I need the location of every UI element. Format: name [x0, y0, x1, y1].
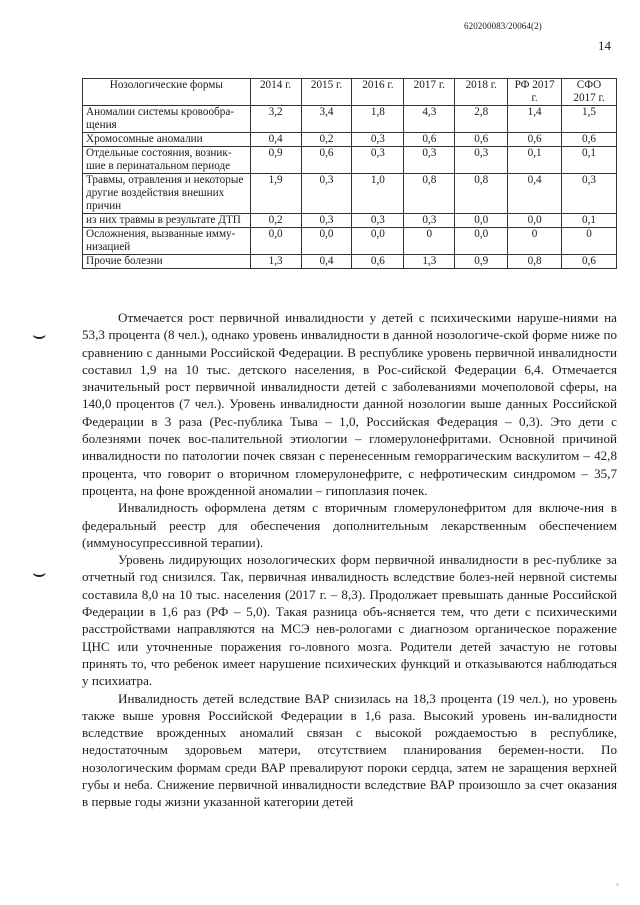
table-cell: 0,0 — [352, 228, 404, 255]
table-cell-form: Прочие болезни — [83, 255, 251, 269]
margin-check-mark: ⌣ — [32, 322, 47, 347]
table-header-cell: 2014 г. — [250, 79, 301, 106]
table-header-cell: Нозологические формы — [83, 79, 251, 106]
table-cell: 1,5 — [562, 106, 617, 133]
table-cell: 0,4 — [301, 255, 352, 269]
table-cell: 0,1 — [508, 147, 562, 174]
table-cell: 0,3 — [404, 147, 455, 174]
table-cell: 0,0 — [455, 214, 508, 228]
table-cell: 0,0 — [250, 228, 301, 255]
table-header-cell: 2017 г. — [404, 79, 455, 106]
table-cell: 0,0 — [508, 214, 562, 228]
table-cell: 0,6 — [352, 255, 404, 269]
table-cell: 0,6 — [562, 133, 617, 147]
table-cell: 0,1 — [562, 147, 617, 174]
paragraph: Инвалидность оформлена детям с вторичным гломерулонефритом для включе-ния в федеральный реестр для обеспечения дополнительным лекарственным обеспечением (иммуносупрессивной терапии). — [82, 500, 617, 550]
table-cell: 0,0 — [455, 228, 508, 255]
table-header-row — [83, 79, 617, 106]
table-cell-form: Аномалии системы кровообра-щения — [83, 106, 251, 133]
table-cell: 0,3 — [455, 147, 508, 174]
table-cell: 0 — [404, 228, 455, 255]
table-cell-form: Отдельные состояния, возник-шие в перинатальном периоде — [83, 147, 251, 174]
table-cell: 0,3 — [301, 214, 352, 228]
table-cell-form: Травмы, отравления и некоторые другие воздействия внешних причин — [83, 174, 251, 214]
table-cell: 0,1 — [562, 214, 617, 228]
page-number: 14 — [598, 38, 611, 53]
table-row — [83, 147, 617, 174]
paragraph: Инвалидность детей вследствие ВАР снизилась на 18,3 процента (19 чел.), но уровень также выше уровня Российской Федерации в 1,6 раза. Высокий уровень ин-валидности вследствие врожденных аномалий связан с высокой рождаемостью в республике, недостаточным здоровьем матери, отсутствием планирования беремен-ности. По нозологическим формам среди ВАР превалируют пороки сердца, затем не заращения верхней губы и неба. Снижение первичной инвалидности вследствие ВАР произошло за счет оказания в первые годы жизни указанной категории детей — [82, 690, 617, 810]
table-cell: 0,8 — [404, 174, 455, 214]
table-cell: 1,4 — [508, 106, 562, 133]
table-cell: 0,6 — [455, 133, 508, 147]
table-cell: 0,6 — [301, 147, 352, 174]
table-cell: 0,2 — [301, 133, 352, 147]
table-cell: 1,3 — [404, 255, 455, 269]
table-cell-form: из них травмы в результате ДТП — [83, 214, 251, 228]
table-cell: 0,3 — [404, 214, 455, 228]
margin-check-mark: ⌣ — [32, 560, 47, 585]
table-cell-form: Хромосомные аномалии — [83, 133, 251, 147]
body-text — [82, 309, 617, 811]
table-cell: 1,8 — [352, 106, 404, 133]
table-cell: 0,6 — [404, 133, 455, 147]
table-cell: 0,6 — [562, 255, 617, 269]
table-cell: 0,3 — [352, 147, 404, 174]
table-cell: 0,3 — [352, 214, 404, 228]
document-number: 620200083/20064(2) — [464, 21, 542, 31]
table-cell: 0,4 — [508, 174, 562, 214]
table-header-cell: 2016 г. — [352, 79, 404, 106]
table-row — [83, 133, 617, 147]
corner-mark: ◦ — [616, 880, 619, 889]
table-header-cell: СФО 2017 г. — [562, 79, 617, 106]
table-header-cell: РФ 2017 г. — [508, 79, 562, 106]
table-cell: 4,3 — [404, 106, 455, 133]
table-cell: 3,2 — [250, 106, 301, 133]
table-row — [83, 106, 617, 133]
table-cell: 1,0 — [352, 174, 404, 214]
table-cell: 0,8 — [455, 174, 508, 214]
table-header-cell: 2015 г. — [301, 79, 352, 106]
table-cell: 0,3 — [562, 174, 617, 214]
table-cell: 1,9 — [250, 174, 301, 214]
disability-table — [82, 78, 617, 269]
paragraph: Отмечается рост первичной инвалидности у детей с психическими наруше-ниями на 53,3 процента (8 чел.), однако уровень инвалидности в данной нозологиче-ской форме ниже по сравнению с данными Российской Федерации. В республике уровень первичной инвалидности составил 1,9 на 10 тыс. детского населения, в Рос-сийской Федерации 6,4. Отмечается значительный рост первичной инвалидности детей с заболеваниями мочеполовой сферы, на 140,0 процентов (7 чел.). Уровень инвалидности данной нозологии выше данных Российской Федерации в 3 раза (Рес-публика Тыва – 1,0, Российская Федерация – 0,3). Это дети с болезнями почек вос-палительной этиологии – гломерулонефритами. Основной причиной инвалидности по патологии почек связан с перенесенным геморрагическим васкулитом – 42,8 процента, что говорит о вторичном гломерулонефрите, с нефротическим синдромом – 35,7 процента, на фоне врожденной аномалии – гипоплазия почек. — [82, 310, 617, 498]
table-cell: 0,8 — [508, 255, 562, 269]
table-cell: 1,3 — [250, 255, 301, 269]
table-row — [83, 214, 617, 228]
table-cell: 0,9 — [455, 255, 508, 269]
table-cell: 0,0 — [301, 228, 352, 255]
table-row — [83, 228, 617, 255]
table-cell: 0,9 — [250, 147, 301, 174]
table-cell: 2,8 — [455, 106, 508, 133]
table-header-cell: 2018 г. — [455, 79, 508, 106]
table-cell: 0,3 — [301, 174, 352, 214]
table-row — [83, 174, 617, 214]
table-cell-form: Осложнения, вызванные имму-низацией — [83, 228, 251, 255]
table-cell: 3,4 — [301, 106, 352, 133]
table-cell: 0 — [562, 228, 617, 255]
table-cell: 0,4 — [250, 133, 301, 147]
table-cell: 0,3 — [352, 133, 404, 147]
table-row — [83, 255, 617, 269]
table-cell: 0 — [508, 228, 562, 255]
paragraph: Уровень лидирующих нозологических форм первичной инвалидности в рес-публике за отчетный год снизился. Так, первичная инвалидность вследствие болез-ней нервной системы составила 8,0 на 10 тыс. населения (2017 г. – 8,3). Продолжает превышать данные Российской Федерации в 1,6 раз (РФ – 5,0). Такая разница объ-ясняется тем, что дети с психическими расстройствами направляются на МСЭ нев-рологами с диагнозом органическое поражение ЦНС или уточненные поражения го-ловного мозга. Родители детей зачастую не готовы принять то, что ребенок имеет нарушение психических функций и отказываются наблюдаться у психиатра. — [82, 552, 617, 689]
table-cell: 0,2 — [250, 214, 301, 228]
table-cell: 0,6 — [508, 133, 562, 147]
